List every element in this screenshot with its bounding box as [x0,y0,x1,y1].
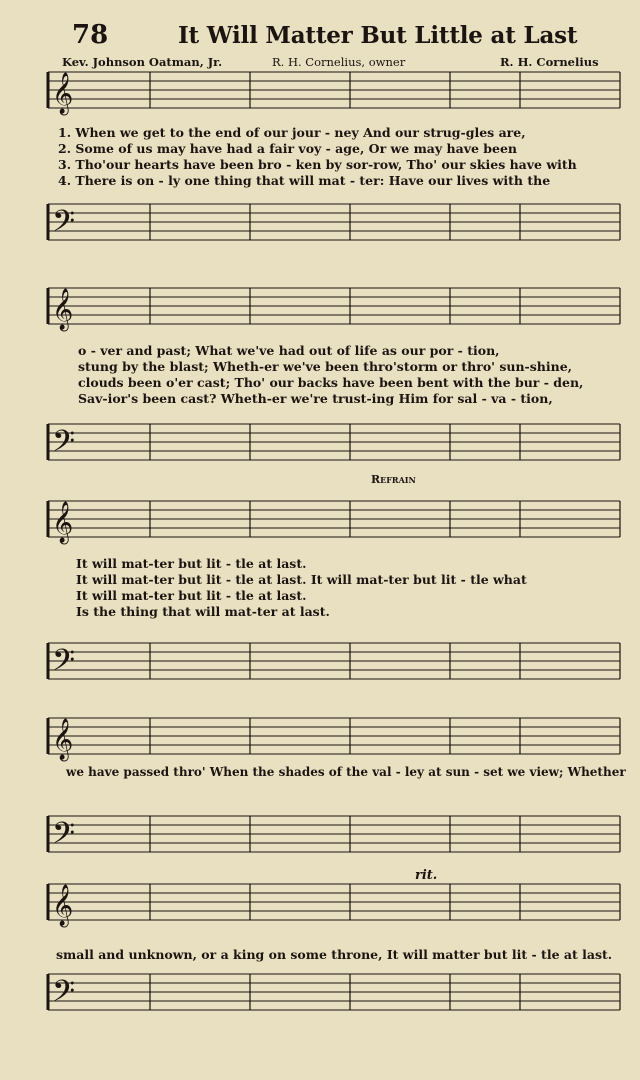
lyricist-credit: Kev. Johnson Oatman, Jr. [62,55,223,69]
staff-system-4-bass [0,810,640,858]
bass-clef-icon: 𝄢 [52,817,76,858]
treble-clef-icon: 𝄞 [52,289,74,330]
stanza-1-line-2: o - ver and past; What we've had out of life as our por - tion, [78,343,500,358]
bass-clef-icon: 𝄢 [52,205,76,246]
staff-system-4-treble [0,712,640,760]
stanza-2-line-1: 2. Some of us may have had a fair voy - age, Or we may have been [58,141,518,156]
refrain-label: Refrain [371,473,416,486]
staff-system-1-bass [0,198,640,246]
staff-system-5-treble [0,878,640,926]
refrain-line-3: It will mat-ter but lit - tle at last. [76,588,307,603]
stanza-4-line-2: Sav-ior's been cast? Wheth-er we're trust-ing Him for sal - va - tion, [78,391,553,406]
treble-clef-icon: 𝄞 [52,73,74,114]
treble-clef-icon: 𝄞 [52,719,74,760]
treble-clef-icon: 𝄞 [52,885,74,926]
refrain-line-2: It will mat-ter but lit - tle at last. It will mat-ter but lit - tle what [76,572,527,587]
stanza-2-line-2: stung by the blast; Wheth-er we've been thro'storm or thro' sun-shine, [78,359,573,374]
owner-credit: R. H. Cornelius, owner [272,55,406,69]
refrain-lyric-row-2: we have passed thro' When the shades of the val - ley at sun - set we view; Whether [66,765,626,779]
treble-clef-icon: 𝄞 [52,502,74,543]
staff-system-3-bass [0,637,640,685]
staff-system-3-treble [0,495,640,543]
refrain-lyric-row-3: small and unknown, or a king on some throne, It will matter but lit - tle at last. [56,947,613,962]
stanza-3-line-2: clouds been o'er cast; Tho' our backs have been bent with the bur - den, [78,375,584,390]
staff-system-1-treble [0,66,640,114]
composer-credit: R. H. Cornelius [500,55,599,69]
hymn-number: 78 [72,20,109,50]
bass-clef-icon: 𝄢 [52,644,76,685]
rit-marking: rit. [415,868,438,883]
staff-system-2-bass [0,418,640,466]
refrain-line-4: Is the thing that will mat-ter at last. [76,604,330,619]
stanza-1-line-1: 1. When we get to the end of our jour - ney And our strug-gles are, [58,125,526,140]
staff-system-5-bass [0,968,640,1016]
stanza-4-line-1: 4. There is on - ly one thing that will mat - ter: Have our lives with the [58,173,551,188]
bass-clef-icon: 𝄢 [52,425,76,466]
bass-clef-icon: 𝄢 [52,975,76,1016]
staff-system-2-treble [0,282,640,330]
hymn-title: It Will Matter But Little at Last [178,22,578,49]
stanza-3-line-1: 3. Tho'our hearts have been bro - ken by sor-row, Tho' our skies have with [58,157,577,172]
refrain-line-1: It will mat-ter but lit - tle at last. [76,556,307,571]
